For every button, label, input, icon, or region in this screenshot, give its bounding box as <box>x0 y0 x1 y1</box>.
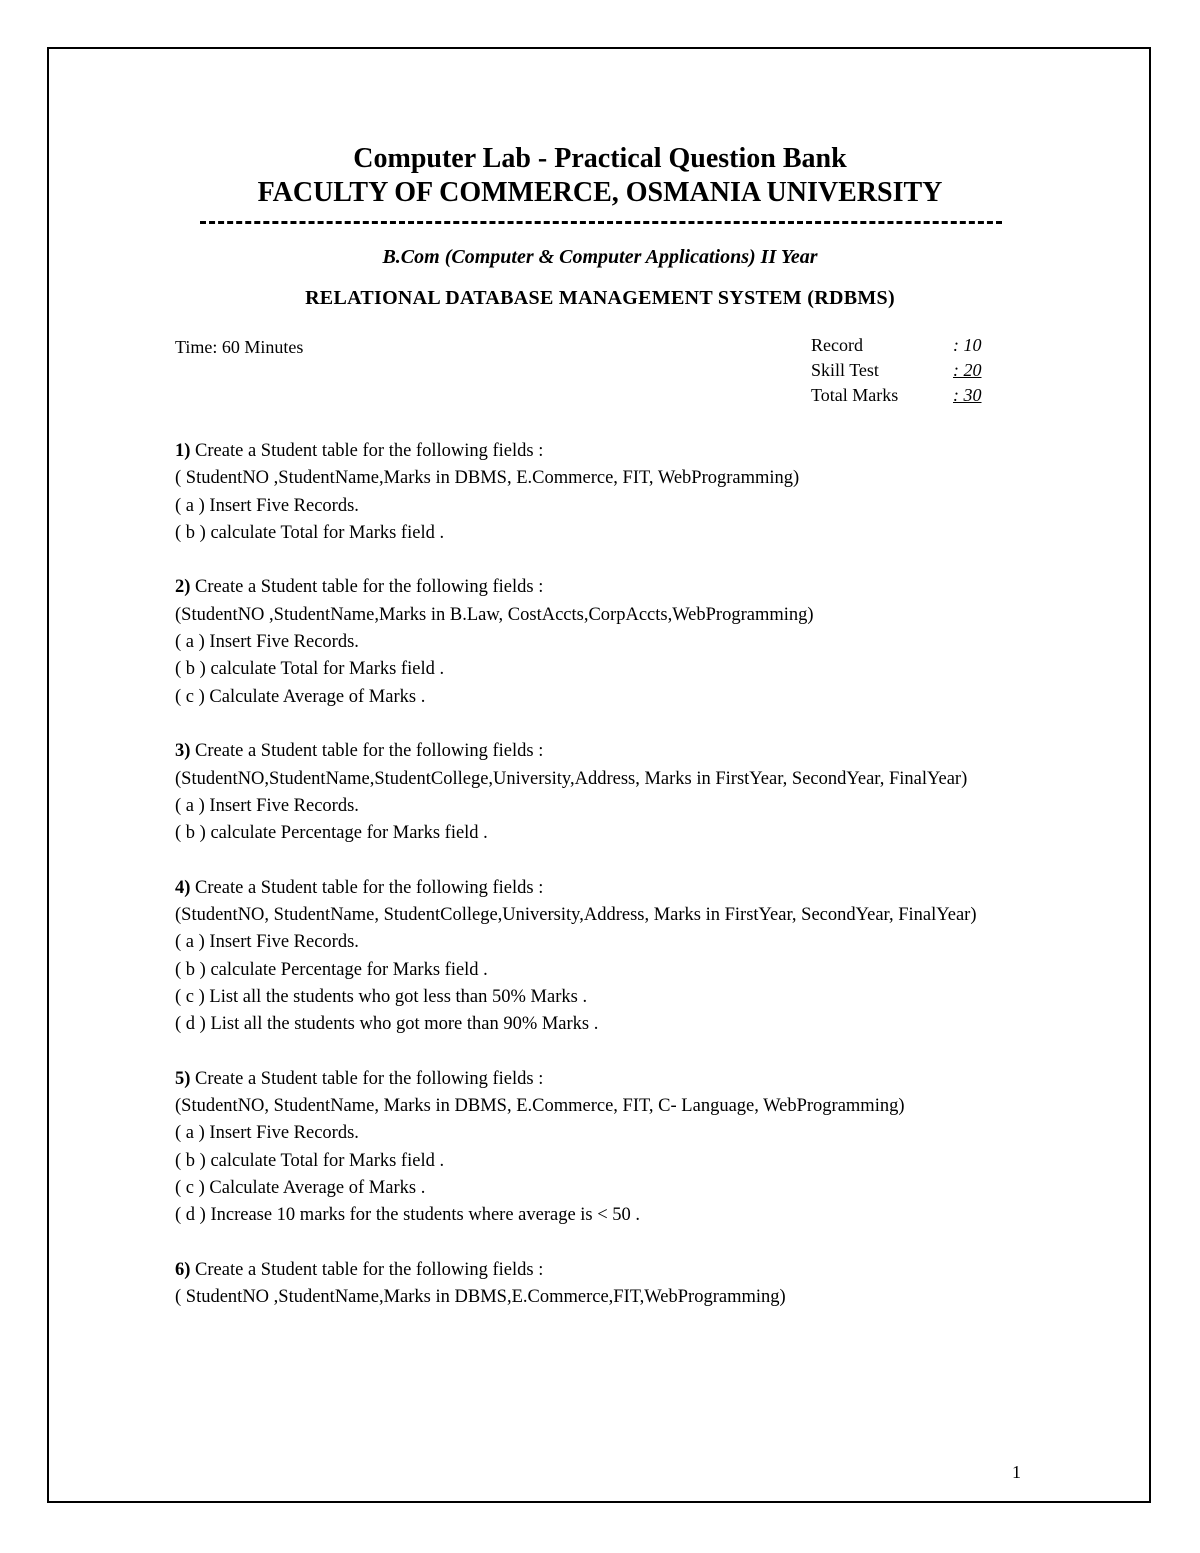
marks-label: Record <box>811 335 863 355</box>
question-fields: (StudentNO, StudentName, StudentCollege,University,Address, Marks in FirstYear, SecondYear, FinalYear) <box>175 905 977 926</box>
question-subpart: ( d ) List all the students who got more than 90% Marks . <box>175 1014 599 1035</box>
question-heading <box>175 738 1022 765</box>
subject-title: RELATIONAL DATABASE MANAGEMENT SYSTEM (RDBMS) <box>305 287 895 309</box>
question-heading <box>175 1257 1022 1284</box>
question-item <box>175 738 1022 847</box>
marks-value: : 20 <box>953 360 982 380</box>
question-subpart: ( b ) calculate Percentage for Marks field . <box>175 959 488 980</box>
faculty-title: FACULTY OF COMMERCE, OSMANIA UNIVERSITY <box>257 177 943 208</box>
question-number: 4) <box>175 877 191 898</box>
exam-time: Time: 60 Minutes <box>175 337 304 357</box>
page-number: 1 <box>1012 1462 1021 1482</box>
question-fields: ( StudentNO ,StudentName,Marks in DBMS,E.Commerce,FIT,WebProgramming) <box>175 1287 786 1308</box>
question-subpart: ( c ) Calculate Average of Marks . <box>175 1178 426 1199</box>
question-item <box>175 1066 1022 1230</box>
question-item <box>175 875 1022 1039</box>
question-text: Create a Student table for the following fields : <box>195 741 544 762</box>
question-subpart: ( b ) calculate Total for Marks field . <box>175 1150 445 1171</box>
marks-table <box>811 335 982 410</box>
marks-value: : 10 <box>953 335 982 355</box>
question-number: 6) <box>175 1259 191 1280</box>
marks-row-record <box>811 335 982 360</box>
marks-row-skill-test <box>811 360 982 385</box>
question-subpart: ( a ) Insert Five Records. <box>175 795 359 816</box>
question-number: 2) <box>175 577 191 598</box>
marks-row-total <box>811 385 982 410</box>
marks-label: Total Marks <box>811 385 899 405</box>
question-subpart: ( d ) Increase 10 marks for the students where average is < 50 . <box>175 1205 641 1226</box>
question-text: Create a Student table for the following fields : <box>195 577 544 598</box>
question-subpart: ( a ) Insert Five Records. <box>175 632 359 653</box>
question-fields: (StudentNO, StudentName, Marks in DBMS, E.Commerce, FIT, C- Language, WebProgramming) <box>175 1096 905 1117</box>
question-item <box>175 574 1022 710</box>
question-number: 1) <box>175 441 191 461</box>
question-item <box>175 1257 1022 1312</box>
question-list <box>175 438 1022 1339</box>
marks-value: : 30 <box>953 385 982 405</box>
question-fields: (StudentNO,StudentName,StudentCollege,University,Address, Marks in FirstYear, SecondYear, FinalYear) <box>175 768 968 789</box>
question-fields: ( StudentNO ,StudentName,Marks in DBMS, E.Commerce, FIT, WebProgramming) <box>175 468 800 489</box>
document-title: Computer Lab - Practical Question Bank <box>353 143 847 174</box>
separator-line <box>200 221 1002 224</box>
course-title: B.Com (Computer & Computer Applications) II Year <box>382 246 818 268</box>
marks-label: Skill Test <box>811 360 879 380</box>
question-number: 3) <box>175 741 191 762</box>
question-text: Create a Student table for the following fields : <box>195 877 544 898</box>
question-subpart: ( b ) calculate Total for Marks field . <box>175 659 445 680</box>
question-subpart: ( b ) calculate Total for Marks field . <box>175 522 445 543</box>
question-heading <box>175 438 1022 465</box>
question-number: 5) <box>175 1068 191 1089</box>
question-subpart: ( c ) List all the students who got less than 50% Marks . <box>175 986 588 1007</box>
question-subpart: ( c ) Calculate Average of Marks . <box>175 686 426 707</box>
question-subpart: ( a ) Insert Five Records. <box>175 1123 359 1144</box>
question-text: Create a Student table for the following fields : <box>195 441 544 461</box>
question-heading <box>175 1066 1022 1093</box>
question-text: Create a Student table for the following fields : <box>195 1068 544 1089</box>
question-subpart: ( b ) calculate Percentage for Marks field . <box>175 823 488 844</box>
question-fields: (StudentNO ,StudentName,Marks in B.Law, CostAccts,CorpAccts,WebProgramming) <box>175 604 814 625</box>
question-item <box>175 438 1022 547</box>
question-subpart: ( a ) Insert Five Records. <box>175 495 359 516</box>
question-subpart: ( a ) Insert Five Records. <box>175 932 359 953</box>
question-heading <box>175 875 1022 902</box>
question-text: Create a Student table for the following fields : <box>195 1259 544 1280</box>
question-heading <box>175 574 1022 601</box>
